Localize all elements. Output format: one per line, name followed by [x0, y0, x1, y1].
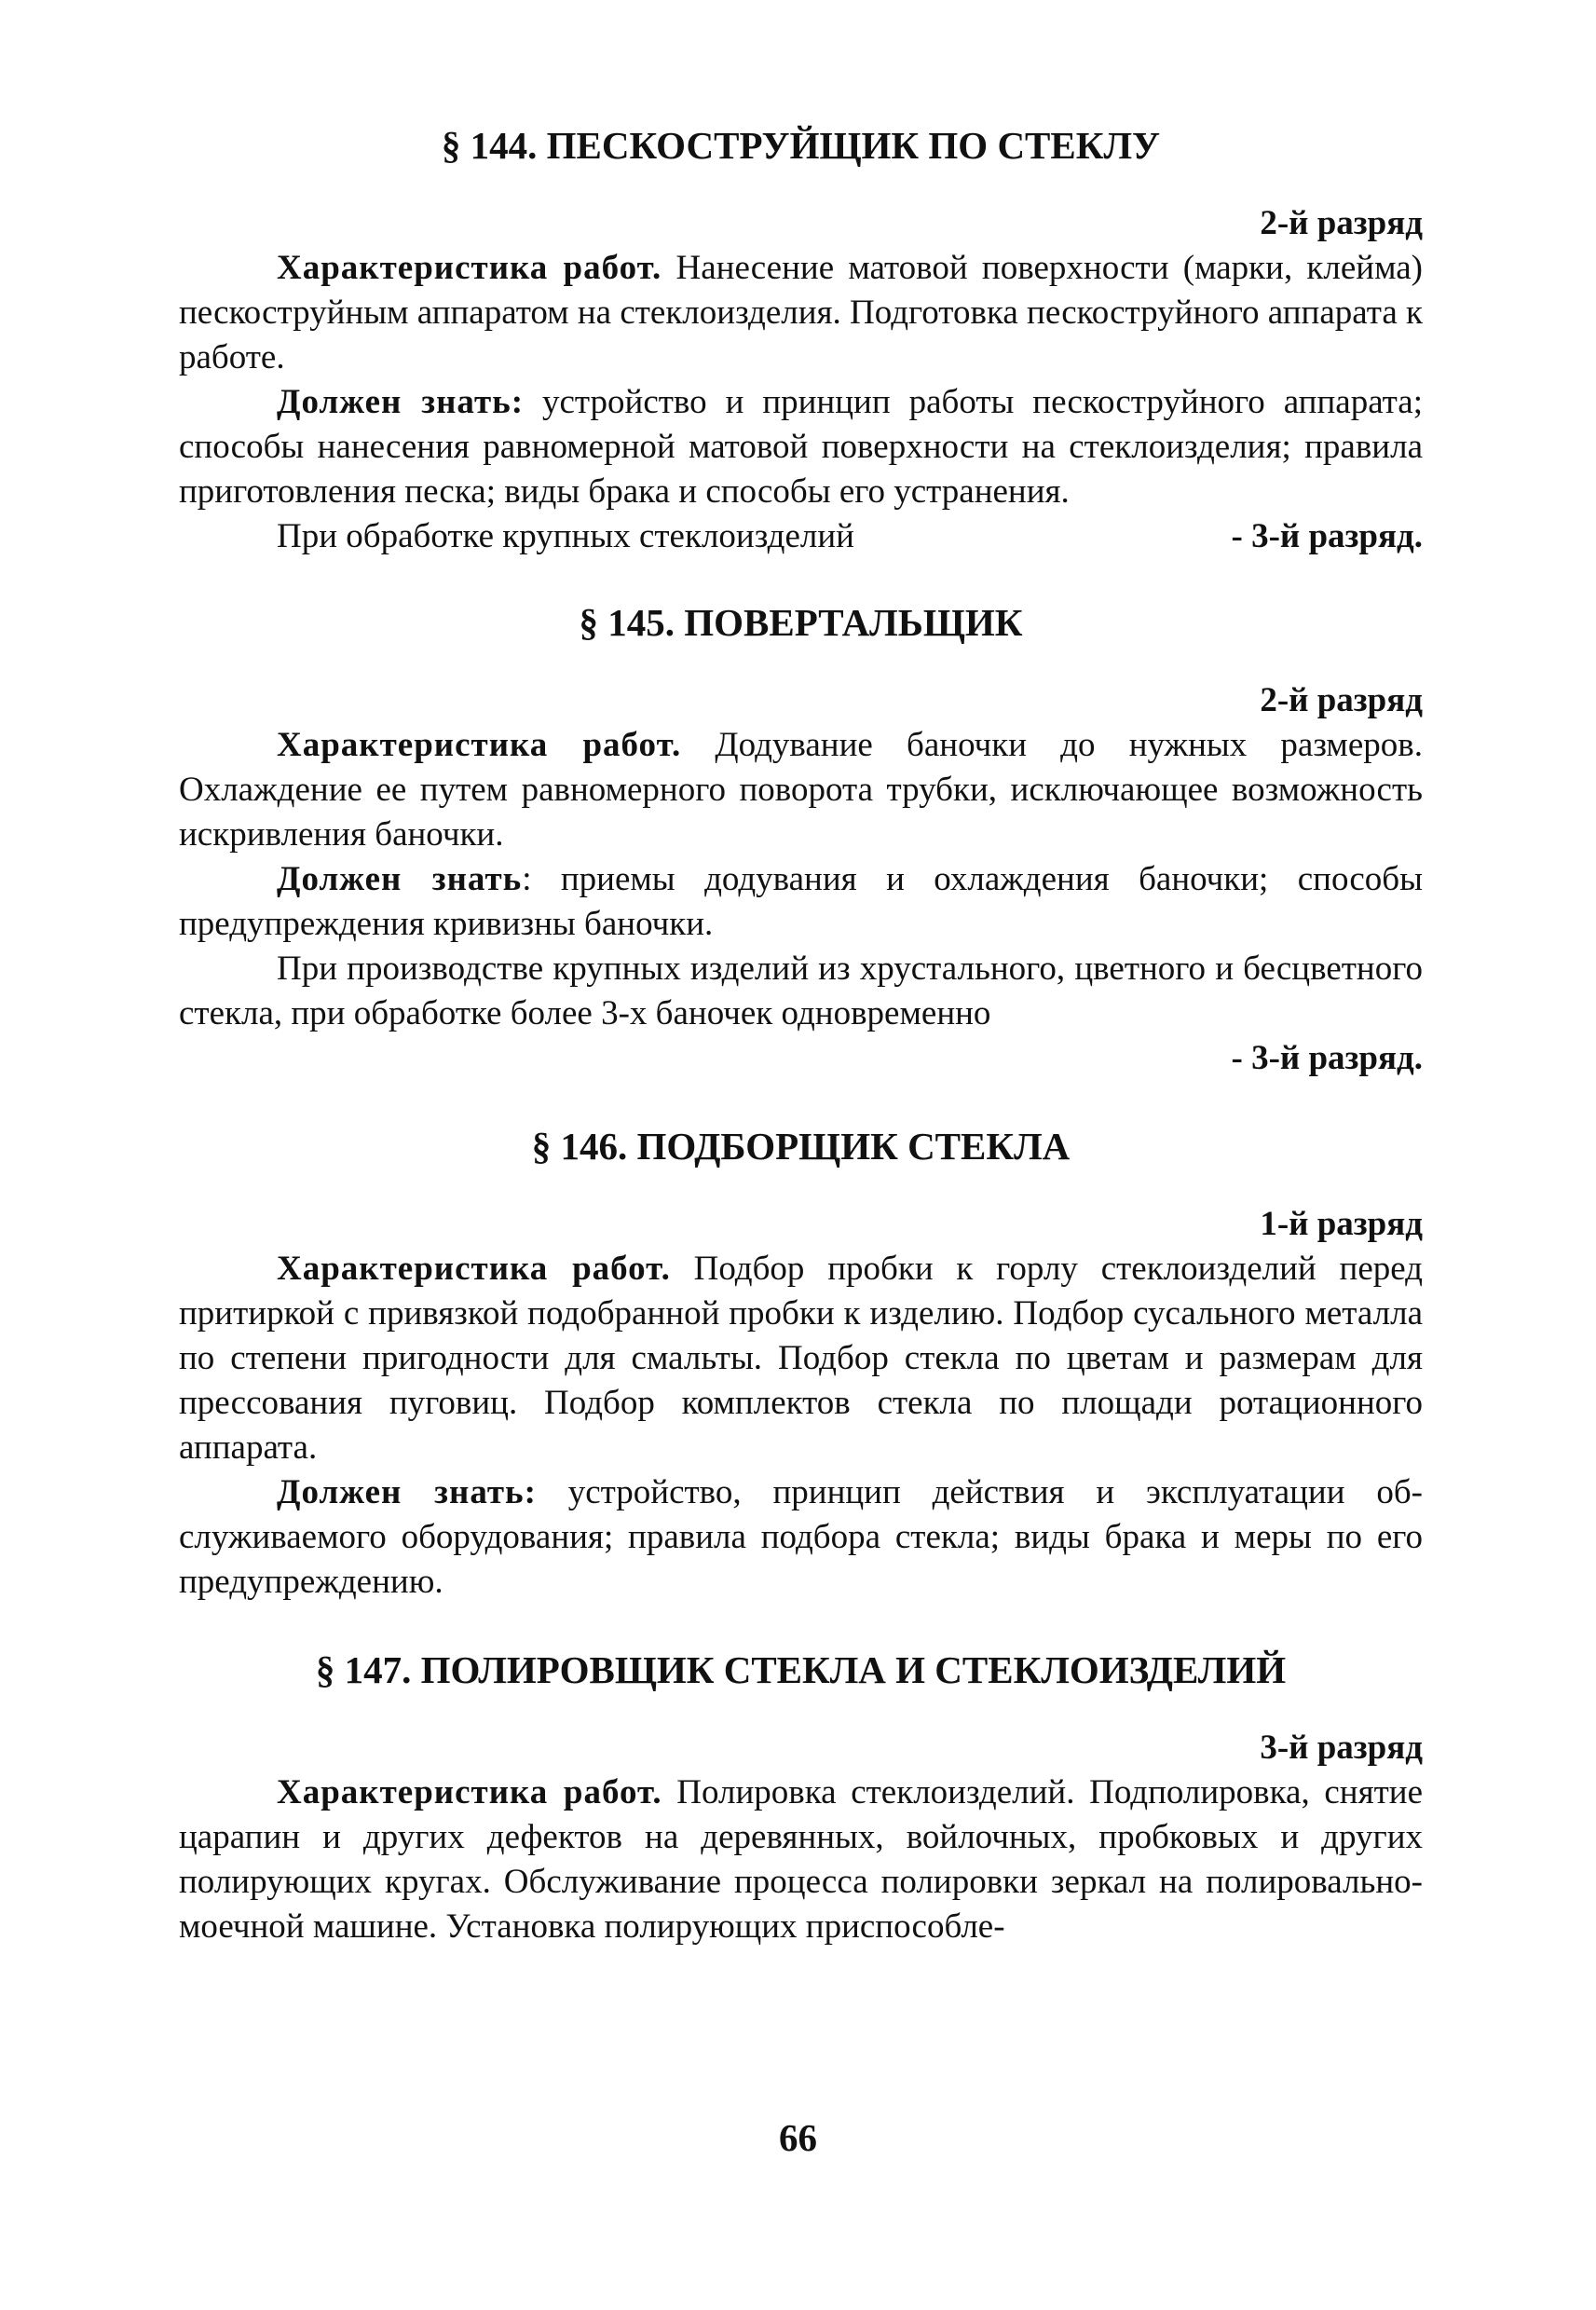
knowledge-text: устройство и принцип работы пескоструйного аппарата; способы нанесения равномерной матовой поверхности на стеклоизделия; правила приготовления песка; виды брака и способы его устранения. [179, 383, 1423, 511]
knowledge-label: Должен знать [277, 860, 523, 898]
rank-label: 1-й разряд [1260, 1205, 1423, 1243]
rank-label: 2-й разряд [1260, 204, 1423, 242]
extra-condition-text: При производстве крупных изделий из хрустального, цветного и бесцветного стекла, при обработке более 3-х баночек одновременно [179, 950, 1423, 1032]
knowledge-label: Должен знать: [277, 1473, 537, 1511]
knowledge-label: Должен знать: [277, 383, 525, 421]
section-title: § 147. ПОЛИРОВЩИК СТЕКЛА И СТЕКЛОИЗДЕЛИЙ [315, 1648, 1287, 1691]
characteristics-text: Полировка стеклоизделий. Подполировка, снятие царапин и других дефектов на деревянных, войлочных, пробковых и других полирующих кругах. Обслуживание процесса полировки зеркал на полировально-моечной машине. Установка полирующих приспособле- [179, 1773, 1423, 1946]
extra-rank: - 3-й разряд. [1231, 1039, 1423, 1077]
characteristics-text: Подбор пробки к горлу стеклоизделий перед притиркой с привязкой подобранной пробки к изделию. Подбор сусального металла по степени пригодности для смальты. Подбор стекла по цветам и размерам для прессования пуговиц. Подбор комплектов стекла по площади ротационного аппарата. [179, 1250, 1423, 1467]
characteristics-label: Характеристика работ. [277, 1250, 671, 1288]
work-characteristics [179, 1247, 1423, 1470]
section-147 [179, 1646, 1423, 1949]
characteristics-text: Нанесение матовой поверхности (марки, клейма) пескоструйным аппаратом на стеклоизделия. Подготовка пескоструйного аппарата к работе. [179, 249, 1424, 376]
knowledge-text: устройство, принцип действия и эксплуатации обслуживаемого оборудования; правила подбора стекла; виды брака и меры по его предупреждению. [179, 1473, 1423, 1601]
characteristics-label: Характеристика работ. [277, 249, 662, 287]
characteristics-label: Характеристика работ. [277, 726, 682, 764]
characteristics-label: Характеристика работ. [277, 1773, 662, 1811]
section-145 [179, 598, 1423, 1081]
work-characteristics [179, 1770, 1423, 1949]
required-knowledge [179, 380, 1423, 514]
page-number: 66 [779, 2116, 817, 2159]
document-page [179, 121, 1423, 1949]
section-144 [179, 121, 1423, 559]
extra-rank-line [179, 514, 1423, 559]
required-knowledge [179, 1470, 1423, 1605]
work-characteristics [179, 723, 1423, 857]
section-146 [179, 1122, 1423, 1605]
characteristics-text: Додувание баночки до нужных размеров. Охлаждение ее путем равномерного поворота трубки, исключающее возможность искривления баночки. [179, 726, 1423, 854]
section-title: § 145. ПОВЕРТАЛЬЩИК [579, 601, 1023, 644]
knowledge-text: : приемы додувания и охлаждения баночки; способы предупреждения кривизны баночки. [179, 860, 1423, 943]
extra-condition-text: При обработке крупных стеклоизделий [277, 517, 854, 555]
extra-rank: - 3-й разряд. [1231, 517, 1423, 555]
work-characteristics [179, 246, 1423, 380]
rank-label: 3-й разряд [1260, 1729, 1423, 1767]
section-title: § 144. ПЕСКОСТРУЙЩИК ПО СТЕКЛУ [441, 124, 1161, 167]
required-knowledge [179, 857, 1423, 947]
rank-label: 2-й разряд [1260, 681, 1423, 719]
section-title: § 146. ПОДБОРЩИК СТЕКЛА [531, 1125, 1071, 1168]
